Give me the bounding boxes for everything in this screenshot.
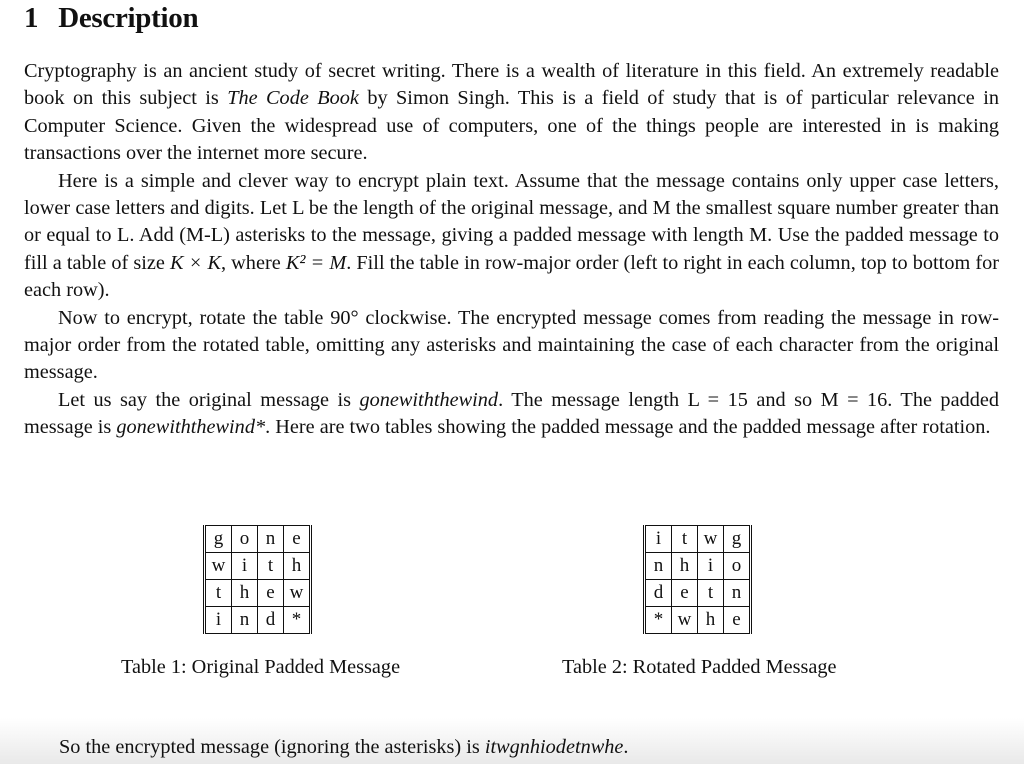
table-cell: h: [672, 553, 698, 580]
table-cell: g: [724, 526, 751, 553]
math-square-eq: K² = M: [285, 251, 347, 274]
table-cell: e: [258, 580, 284, 607]
table-cell: h: [232, 580, 258, 607]
table-cell: i: [698, 553, 724, 580]
table-row: [645, 580, 751, 607]
paragraph-encrypt: Now to encrypt, rotate the table 90° clockwise. The encrypted message comes from reading the message in row-major order from the rotated table, omitting any asterisks and maintaining the case of each character from the original message.: [24, 306, 999, 384]
table-cell: *: [284, 607, 311, 634]
table-cell: e: [284, 526, 311, 553]
section-title: Description: [58, 2, 199, 34]
table-cell: o: [724, 553, 751, 580]
table-row: [645, 553, 751, 580]
paragraph-method: [24, 168, 999, 305]
example-text-part3: . Here are two tables showing the padded message and the padded message after rotation.: [265, 416, 991, 439]
table-cell: w: [205, 553, 232, 580]
conclusion-text: So the encrypted message (ignoring the asterisks) is: [59, 736, 485, 758]
table-cell: t: [672, 526, 698, 553]
table-cell: i: [232, 553, 258, 580]
math-table-size: K × K: [170, 251, 221, 274]
table-2-caption: Table 2: Rotated Padded Message: [562, 656, 837, 678]
table-cell: h: [698, 607, 724, 634]
example-text-part2: . The message length L = 15 and so M = 16. The padded message is: [24, 388, 999, 439]
section-number: 1: [24, 2, 39, 34]
table-row: [205, 607, 311, 634]
table-cell: t: [205, 580, 232, 607]
table-row: [645, 526, 751, 553]
example-text-part1: Let us say the original message is: [58, 388, 360, 411]
table-row: [205, 553, 311, 580]
table-cell: n: [232, 607, 258, 634]
table-cell: i: [645, 526, 672, 553]
book-title: The Code Book: [227, 87, 359, 110]
intro-text-part2: by Simon Singh. This is a field of study that is of particular relevance in Computer Science. Given the widespread use of computers, one of the things people are interested in is making transactions over the internet more secure.: [24, 87, 999, 165]
section-heading: [24, 0, 198, 36]
table-cell: d: [645, 580, 672, 607]
table-cell: h: [284, 553, 311, 580]
table-row: [205, 580, 311, 607]
encrypted-message: itwgnhiodetnwhe: [484, 736, 624, 758]
method-text-part3: . Fill the table in row-major order (left to right in each column, top to bottom for each row).: [24, 251, 999, 302]
conclusion-period: .: [623, 736, 629, 758]
original-padded-table: [203, 525, 312, 634]
table-cell: t: [698, 580, 724, 607]
table-cell: n: [645, 553, 672, 580]
rotated-padded-table: [643, 525, 752, 634]
table-cell: e: [672, 580, 698, 607]
table-cell: n: [258, 526, 284, 553]
table-cell: w: [698, 526, 724, 553]
conclusion-line: [59, 736, 628, 759]
table-cell: *: [645, 607, 672, 634]
table-row: [205, 526, 311, 553]
table-cell: n: [724, 580, 751, 607]
example-message: gonewiththewind: [359, 388, 499, 411]
padded-message: gonewiththewind*: [116, 416, 266, 439]
table-cell: i: [205, 607, 232, 634]
table-cell: w: [672, 607, 698, 634]
paragraph-example: [24, 387, 999, 442]
intro-text-part1: Cryptography is an ancient study of secret writing. There is a wealth of literature in this field. An extremely readable book on this subject is: [24, 60, 999, 110]
table-cell: o: [232, 526, 258, 553]
description-body: [24, 58, 999, 442]
table-cell: w: [284, 580, 311, 607]
table-cell: e: [724, 607, 751, 634]
table-cell: t: [258, 553, 284, 580]
method-text-part1: Here is a simple and clever way to encrypt plain text. Assume that the message contains only upper case letters, lower case letters and digits. Let L be the length of the original message, and M the smallest square number greater than or equal to L. Add (M-L) asterisks to the message, giving a padded message with length M. Use the padded message to fill a table of size: [24, 169, 999, 274]
table-cell: g: [205, 526, 232, 553]
method-text-part2: , where: [220, 251, 286, 274]
table-row: [645, 607, 751, 634]
table-1-caption: Table 1: Original Padded Message: [121, 656, 401, 678]
table-cell: d: [258, 607, 284, 634]
paragraph-intro: [24, 58, 999, 168]
